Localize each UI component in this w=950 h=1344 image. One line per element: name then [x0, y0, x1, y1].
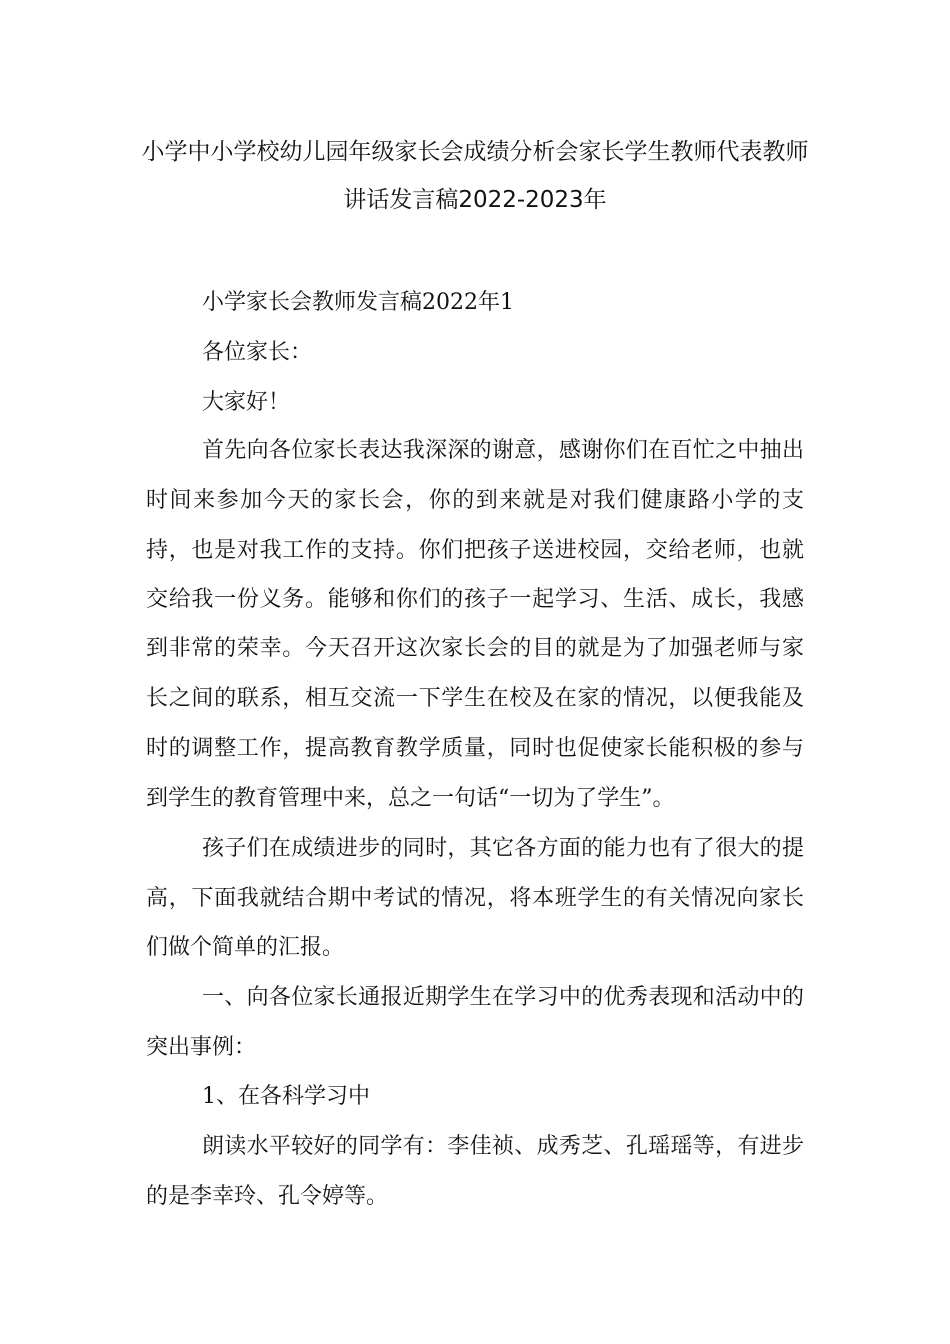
- item1-heading: 1、在各科学习中: [202, 1084, 370, 1109]
- item1-body-line: 朗读水平较好的同学有：李佳祯、成秀芝、孔瑶瑶等，有进步: [202, 1134, 804, 1159]
- paragraph2-line: 孩子们在成绩进步的同时，其它各方面的能力也有了很大的提: [202, 836, 804, 861]
- document-title-line1: 小学中小学校幼儿园年级家长会成绩分析会家长学生教师代表教师: [141, 139, 809, 165]
- item1-body-line: 的是李幸玲、孔令婷等。: [146, 1184, 389, 1209]
- section1-heading-line: 一、向各位家长通报近期学生在学习中的优秀表现和活动中的: [202, 985, 804, 1010]
- paragraph1-line: 时的调整工作，提高教育教学质量，同时也促使家长能积极的参与: [146, 736, 804, 761]
- paragraph2-line: 们做个简单的汇报。: [146, 935, 345, 960]
- greeting: 大家好！: [202, 390, 291, 415]
- section1-heading-line: 突出事例：: [146, 1035, 257, 1060]
- paragraph1-line: 到非常的荣幸。今天召开这次家长会的目的就是为了加强老师与家: [146, 636, 804, 661]
- document-title-line2: 讲话发言稿2022-2023年: [343, 187, 607, 213]
- paragraph1-line: 持，也是对我工作的支持。你们把孩子送进校园，交给老师，也就: [146, 538, 804, 563]
- paragraph1-line: 长之间的联系，相互交流一下学生在校及在家的情况，以便我能及: [146, 686, 804, 711]
- paragraph1-line: 交给我一份义务。能够和你们的孩子一起学习、生活、成长，我感: [146, 587, 804, 612]
- paragraph1-line: 时间来参加今天的家长会，你的到来就是对我们健康路小学的支: [146, 488, 804, 513]
- paragraph1-line: 到学生的教育管理中来，总之一句话“一切为了学生”。: [146, 786, 675, 811]
- paragraph2-line: 高，下面我就结合期中考试的情况，将本班学生的有关情况向家长: [146, 886, 804, 911]
- paragraph1-line: 首先向各位家长表达我深深的谢意，感谢你们在百忙之中抽出: [202, 438, 804, 463]
- speech-subtitle: 小学家长会教师发言稿2022年1: [202, 290, 514, 315]
- salutation: 各位家长：: [202, 340, 313, 365]
